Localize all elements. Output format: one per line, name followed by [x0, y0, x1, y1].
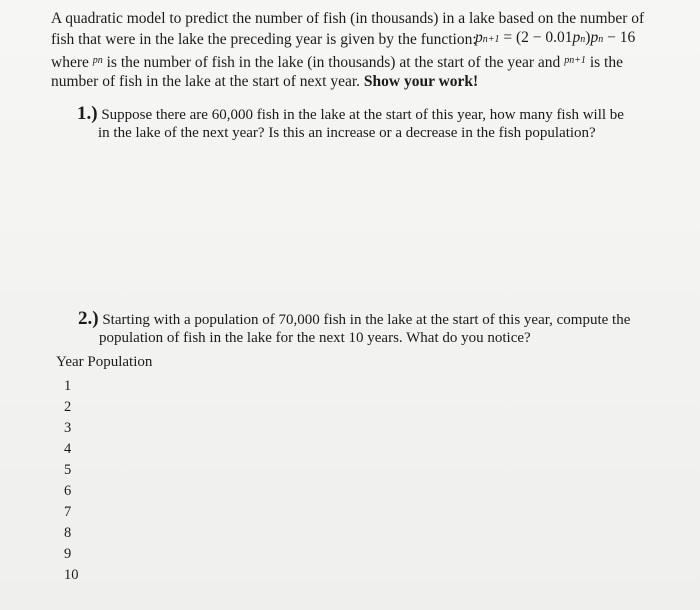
intro-line-2-text: fish that were in the lake the preceding year is given by the function: [51, 31, 477, 48]
question-1-line-2: in the lake of the next year? Is this an increase or a decrease in the fish population? [98, 125, 596, 141]
year-row: 3 [64, 420, 72, 436]
pn1-symbol: pn+1 [564, 55, 586, 66]
year-row: 5 [64, 462, 72, 478]
year-row: 1 [64, 378, 72, 394]
recurrence-formula: pn+1 = (2 − 0.01pn)pn − 16 [475, 29, 636, 46]
question-2-line-2: population of fish in the lake for the next 10 years. What do you notice? [99, 330, 531, 346]
intro-line-1: A quadratic model to predict the number of fish (in thousands) in a lake based on the number of [51, 10, 645, 27]
question-2-number: 2.) [78, 308, 99, 329]
question-1-line-1: Suppose there are 60,000 fish in the lake at the start of this year, how many fish will be [101, 107, 624, 123]
year-row: 10 [64, 567, 79, 583]
year-row: 6 [64, 483, 72, 499]
year-row: 8 [64, 525, 72, 541]
question-2 [78, 310, 668, 347]
year-row: 7 [64, 504, 72, 520]
year-row: 2 [64, 399, 72, 415]
year-list [64, 376, 79, 586]
year-row: 9 [64, 546, 72, 562]
intro-line-3: where $^{pn}$ is the number of fish in the lake (in thousands) at the start of the year and $^{pn+1}$ is the [51, 54, 623, 71]
year-row: 4 [64, 441, 72, 457]
intro-line-2 [51, 29, 691, 50]
table-header: Year Population [56, 354, 153, 370]
pn-symbol: pn [92, 55, 103, 66]
intro-line-4: number of fish in the lake at the start of next year. Show your work! [51, 73, 479, 90]
intro-paragraph [51, 8, 691, 92]
question-2-line-1: Starting with a population of 70,000 fish in the lake at the start of this year, compute the [102, 312, 631, 328]
show-work-emphasis: Show your work! [363, 73, 479, 90]
question-1-number: 1.) [77, 103, 98, 124]
question-1 [77, 105, 667, 142]
